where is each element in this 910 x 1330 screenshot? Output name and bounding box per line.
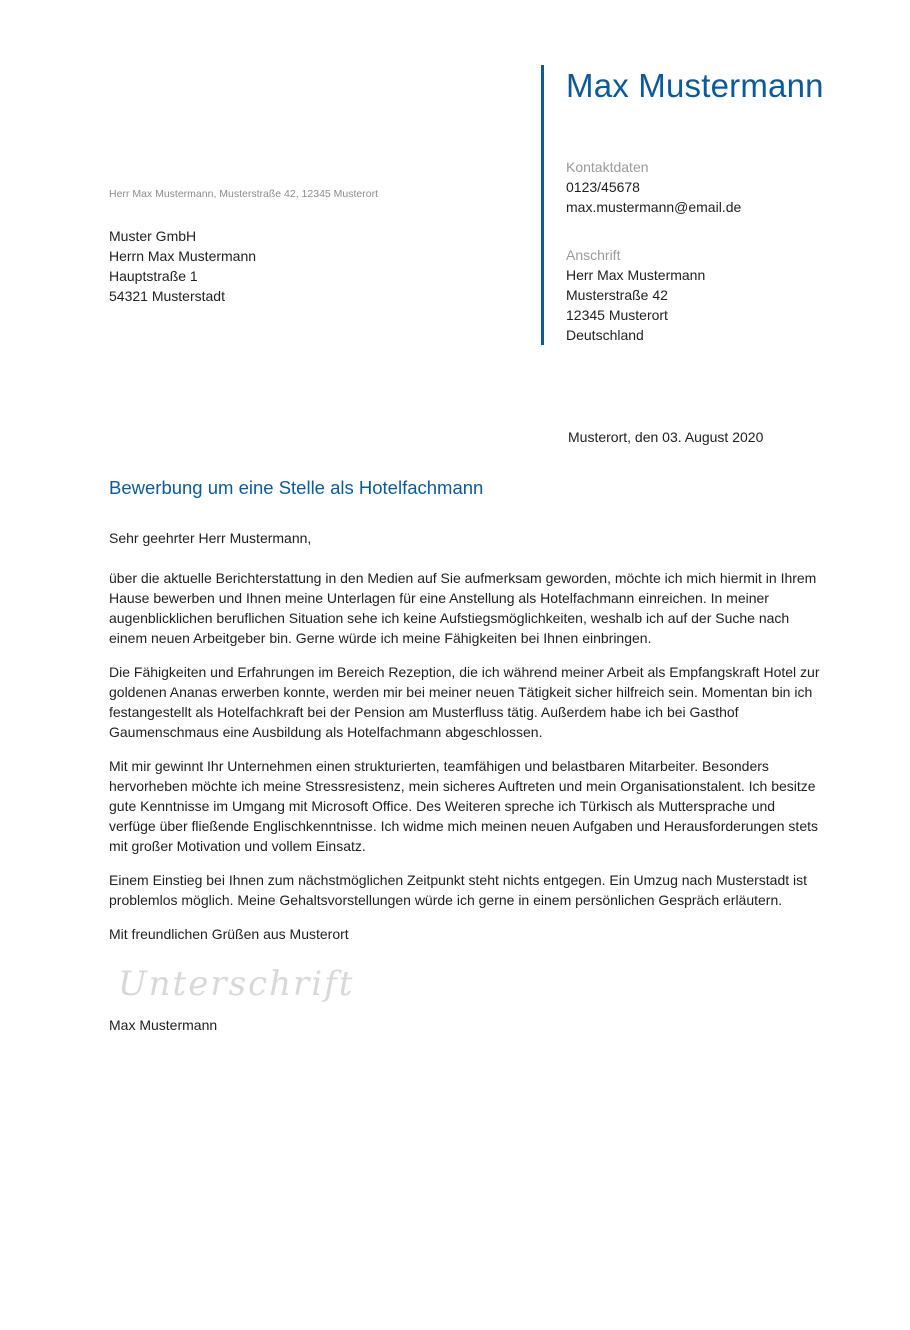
signed-name: Max Mustermann	[109, 1017, 218, 1033]
body-paragraph: Die Fähigkeiten und Erfahrungen im Bereich Rezeption, die ich während meiner Arbeit als Empfangskraft Hotel zur goldenen Ananas erwerben konnte, werden mir bei meiner neuen Tätigkeit sicher hilfreich sein. Momentan bin ich festangestellt als Hotelfachkraft bei der Pension am Musterfluss tätig. Außerdem habe ich bei Gasthof Gaumenschmaus eine Ausbildung als Hotelfachmann abgeschlossen.	[109, 664, 820, 740]
contact-email: max.mustermann@email.de	[566, 199, 742, 215]
recipient-address	[109, 226, 256, 306]
address-line: Musterstraße 42	[566, 287, 668, 303]
signature-placeholder: Unterschrift	[118, 964, 355, 1004]
address-section	[566, 245, 705, 345]
letter-date: Musterort, den 03. August 2020	[568, 429, 764, 445]
letter-subject: Bewerbung um eine Stelle als Hotelfachmann	[109, 477, 484, 498]
letter-body	[109, 528, 825, 958]
contact-label: Kontaktdaten	[566, 159, 649, 175]
address-label: Anschrift	[566, 247, 621, 263]
body-paragraph: Mit mir gewinnt Ihr Unternehmen einen strukturierten, teamfähigen und belastbaren Mitarbeiter. Besonders hervorheben möchte ich meine Stressresistenz, mein sicheres Auftreten und mein Organisationstalent. Ich besitze gute Kenntnisse im Umgang mit Microsoft Office. Des Weiteren spreche ich Türkisch als Muttersprache und verfüge über fließende Englischkenntnisse. Ich widme mich meinen neuen Aufgaben und Herausforderungen stets mit großer Motivation und vollem Einsatz.	[109, 758, 818, 854]
contact-phone: 0123/45678	[566, 179, 640, 195]
applicant-name: Max Mustermann	[566, 67, 824, 104]
address-line: 12345 Musterort	[566, 307, 668, 323]
body-paragraph: Einem Einstieg bei Ihnen zum nächstmöglichen Zeitpunkt steht nichts entgegen. Ein Umzug nach Musterstadt ist problemlos möglich. Meine Gehaltsvorstellungen würde ich gerne in einem persönlichen Gespräch erläutern.	[109, 872, 808, 908]
body-paragraph: über die aktuelle Berichterstattung in den Medien auf Sie aufmerksam geworden, möchte ich mich hiermit in Ihrem Hause bewerben und Ihnen meine Unterlagen für eine Anstellung als Hotelfachmann einreichen. In meiner augenblicklichen beruflichen Situation sehe ich keine Aufstiegsmöglichkeiten, weshalb ich auf der Suche nach einem neuen Arbeitgeber bin. Gerne würde ich meine Fähigkeiten bei Ihnen einbringen.	[109, 570, 817, 646]
recipient-line: Herrn Max Mustermann	[109, 248, 257, 264]
contact-section	[566, 157, 741, 217]
address-line: Deutschland	[566, 327, 644, 343]
sender-return-address: Herr Max Mustermann, Musterstraße 42, 12345 Musterort	[109, 188, 379, 200]
recipient-line: Hauptstraße 1	[109, 268, 198, 284]
accent-bar	[541, 65, 544, 345]
recipient-line: Muster GmbH	[109, 228, 197, 244]
closing: Mit freundlichen Grüßen aus Musterort	[109, 926, 349, 942]
recipient-line: 54321 Musterstadt	[109, 288, 225, 304]
address-line: Herr Max Mustermann	[566, 267, 706, 283]
salutation: Sehr geehrter Herr Mustermann,	[109, 530, 312, 546]
